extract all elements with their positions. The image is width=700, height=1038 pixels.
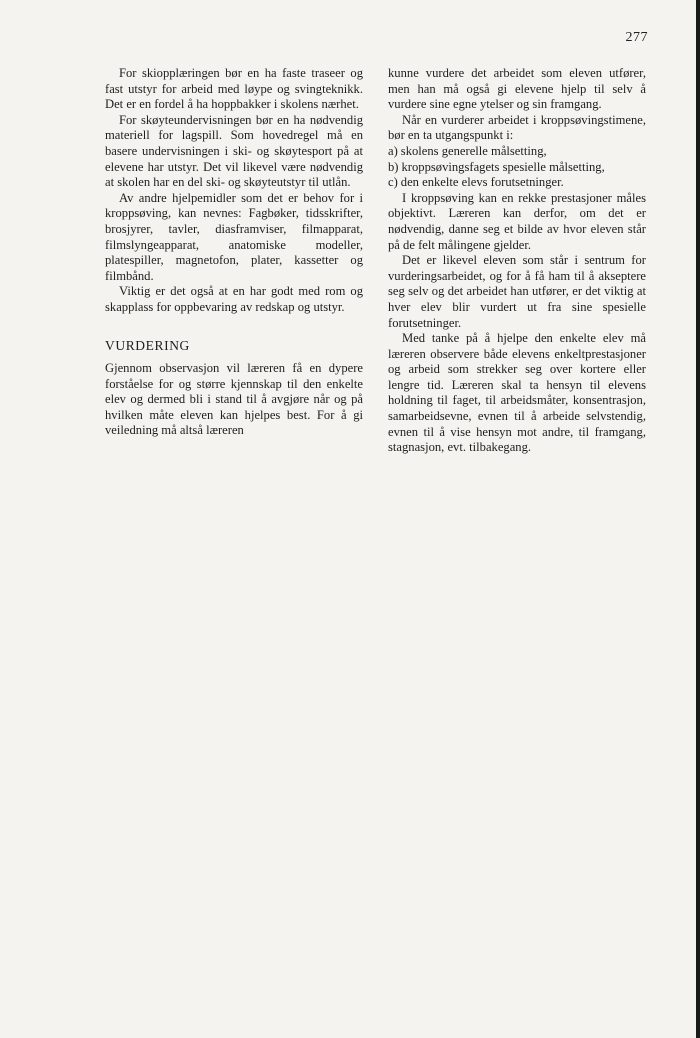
paragraph: kunne vurdere det arbeidet som eleven utfører, men han må også gi elevene hjelp til selv å vurdere sine egne ytelser og sin framgang. [388,66,646,112]
page-edge [696,0,700,1038]
right-column [388,66,646,456]
list-item [388,160,646,176]
list-item-text: skolens generelle målsetting, [400,143,547,158]
paragraph: Viktig er det også at en har godt med rom og skapplass for oppbevaring av redskap og utstyr. [105,284,363,314]
page-number: 277 [625,30,648,45]
list-marker: b) [388,159,399,174]
list-item-text: kroppsøvingsfagets spesielle målsetting, [401,159,605,174]
paragraph: For skøyteundervisningen bør en ha nødvendig materiell for lagspill. Som hovedregel må en basere undervisningen i ski- og skøytesport på at elevene har utstyr. Det vil likevel være nødvendig at skolen har en del ski- og skøyteutstyr til utlån. [105,112,363,190]
list-marker: a) [388,143,398,158]
list-intro: Når en vurderer arbeidet i kroppsøvingstimene, bør en ta utgangspunkt i: [388,112,646,143]
paragraph: For skiopplæringen bør en ha faste traseer og fast utstyr for arbeid med løype og svingteknikk. Det er en fordel å ha hoppbakker i skolens nærhet. [105,66,363,112]
list-item [388,175,646,191]
paragraph: Gjennom observasjon vil læreren få en dypere forståelse for og større kjennskap til den enkelte elev og dermed bli i stand til å avgjøre når og på hvilken måte eleven kan hjelpes best. For å gi veiledning må altså læreren [105,361,363,438]
list-item [388,144,646,160]
paragraph: Med tanke på å hjelpe den enkelte elev må læreren observere både elevens enkeltprestasjoner og arbeid som strekker seg over kortere eller lengre tid. Læreren skal ta hensyn til elevens holdning til faget, til arbeidsmåter, konsentrasjon, samarbeidsevne, evnen til å arbeide selvstendig, evnen til å vise hensyn mot andre, til framgang, stagnasjon, evt. tilbakegang. [388,331,646,455]
section-heading: VURDERING [105,337,190,353]
paragraph: I kroppsøving kan en rekke prestasjoner måles objektivt. Læreren kan derfor, om det er nødvendig, danne seg et bilde av hvor eleven står på de felt målingene gjelder. [388,190,646,252]
list-item-text: den enkelte elevs forutsetninger. [400,175,564,190]
paragraph: Det er likevel eleven som står i sentrum for vurderingsarbeidet, og for å få ham til å akseptere seg selv og det arbeidet han utfører, er det viktig at hver elev blir vurdert ut fra sine spesielle forutsetninger. [388,253,646,330]
left-column [105,66,363,439]
list-marker: c) [388,175,398,190]
paragraph: Av andre hjelpemidler som det er behov for i kroppsøving, kan nevnes: Fagbøker, tidsskrifter, brosjyrer, tavler, diasframviser, filmapparat, filmslyngeapparat, anatomiske modeller, platespiller, magnetofon, plater, kassetter og filmbånd. [105,190,363,283]
